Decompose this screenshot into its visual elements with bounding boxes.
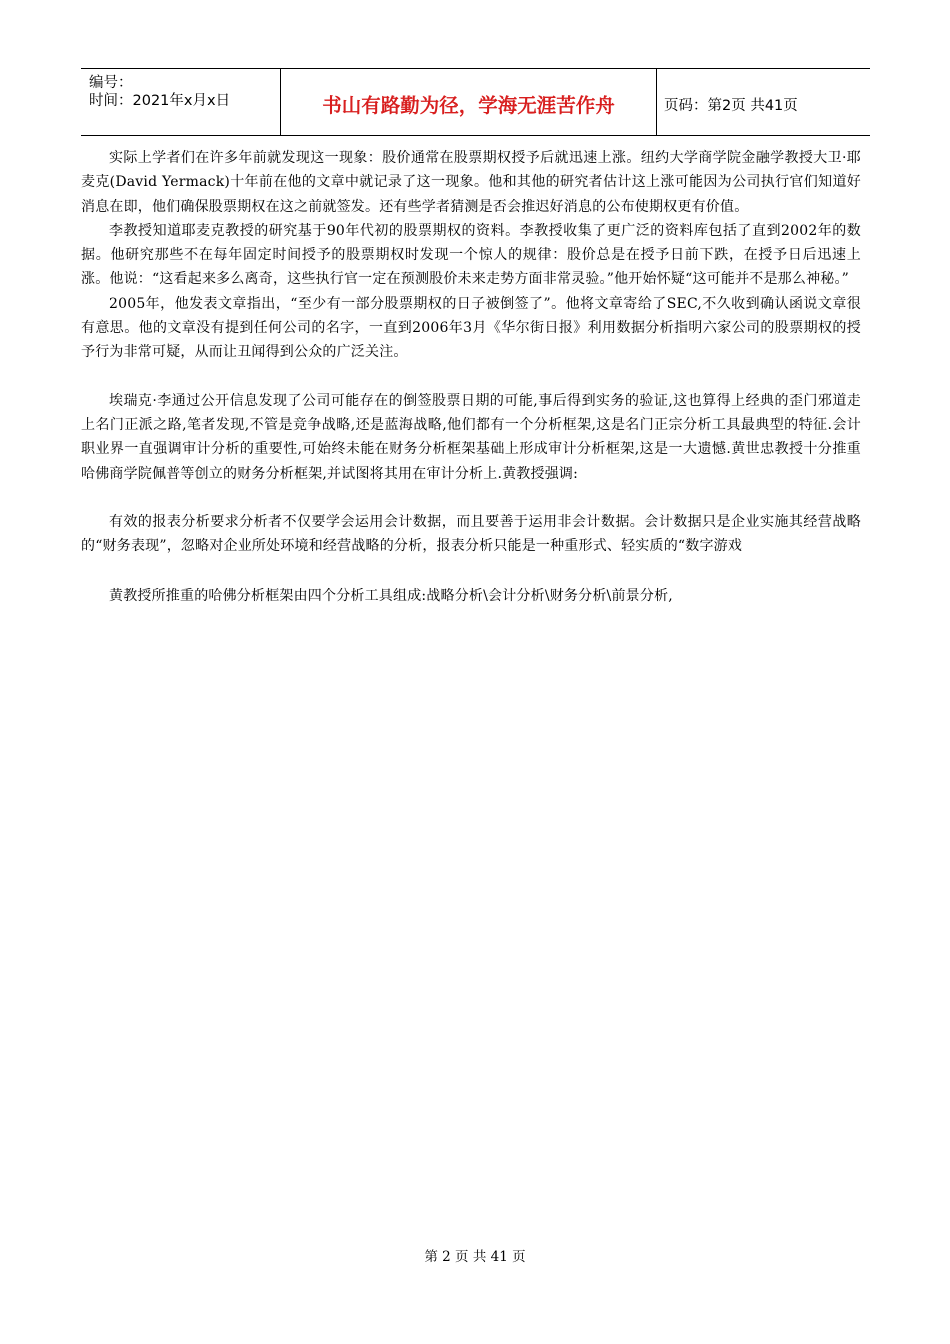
page-footer: 第 2 页 共 41 页 [424,1249,526,1265]
paragraph-6: 黄教授所推重的哈佛分析框架由四个分析工具组成:战略分析\会计分析\财务分析\前景分析, [109,588,673,605]
page-header [81,68,870,136]
document-body [81,146,861,609]
header-page-info: 页码：第2页 共41页 [664,97,798,114]
paragraph-3: 2005年，他发表文章指出，“至少有一部分股票期权的日子被倒签了”。他将文章寄给了SEC,不久收到确认函说文章很有意思。他的文章没有提到任何公司的名字，一直到2006年3月《华尔街日报》利用数据分析指明六家公司的股票期权的授予行为非常可疑，从而让丑闻得到公众的广泛关注。 [81,295,861,361]
header-meta [81,69,281,135]
paragraph-2: 李教授知道耶麦克教授的研究基于90年代初的股票期权的资料。李教授收集了更广泛的资料库包括了直到2002年的数据。他研究那些不在每年固定时间授予的股票期权时发现一个惊人的规律：股价总是在授予日前下跌，在授予日后迅速上涨。他说：“这看起来多么离奇，这些执行官一定在预测股价未来走势方面非常灵验。”他开始怀疑“这可能并不是那么神秘。” [81,222,861,288]
paragraph-4: 埃瑞克·李通过公开信息发现了公司可能存在的倒签股票日期的可能,事后得到实务的验证,这也算得上经典的歪门邪道走上名门正派之路,笔者发现,不管是竞争战略,还是蓝海战略,他们都有一个分析框架,这是名门正宗分析工具最典型的特征.会计职业界一直强调审计分析的重要性,可始终未能在财务分析框架基础上形成审计分析框架,这是一大遗憾.黄世忠教授十分推重哈佛商学院佩普等创立的财务分析框架,并试图将其用在审计分析上.黄教授强调: [81,392,861,482]
document-date: 时间：2021年x月x日 [89,93,231,109]
paragraph-1: 实际上学者们在许多年前就发现这一现象：股价通常在股票期权授予后就迅速上涨。纽约大学商学院金融学教授大卫·耶麦克(David Yermack)十年前在他的文章中就记录了这一现象。他和其他的研究者估计这上涨可能因为公司执行官们知道好消息在即，他们确保股票期权在这之前就签发。还有些学者猜测是否会推迟好消息的公布使期权更有价值。 [81,150,861,215]
document-number-label: 编号： [89,75,133,91]
header-motto: 书山有路勤为径，学海无涯苦作舟 [281,69,657,135]
paragraph-5-quote: 有效的报表分析要求分析者不仅要学会运用会计数据，而且要善于运用非会计数据。会计数据只是企业实施其经营战略的“财务表现”，忽略对企业所处环境和经营战略的分析，报表分析只能是一种重形式、轻实质的“数字游戏 [81,513,861,555]
